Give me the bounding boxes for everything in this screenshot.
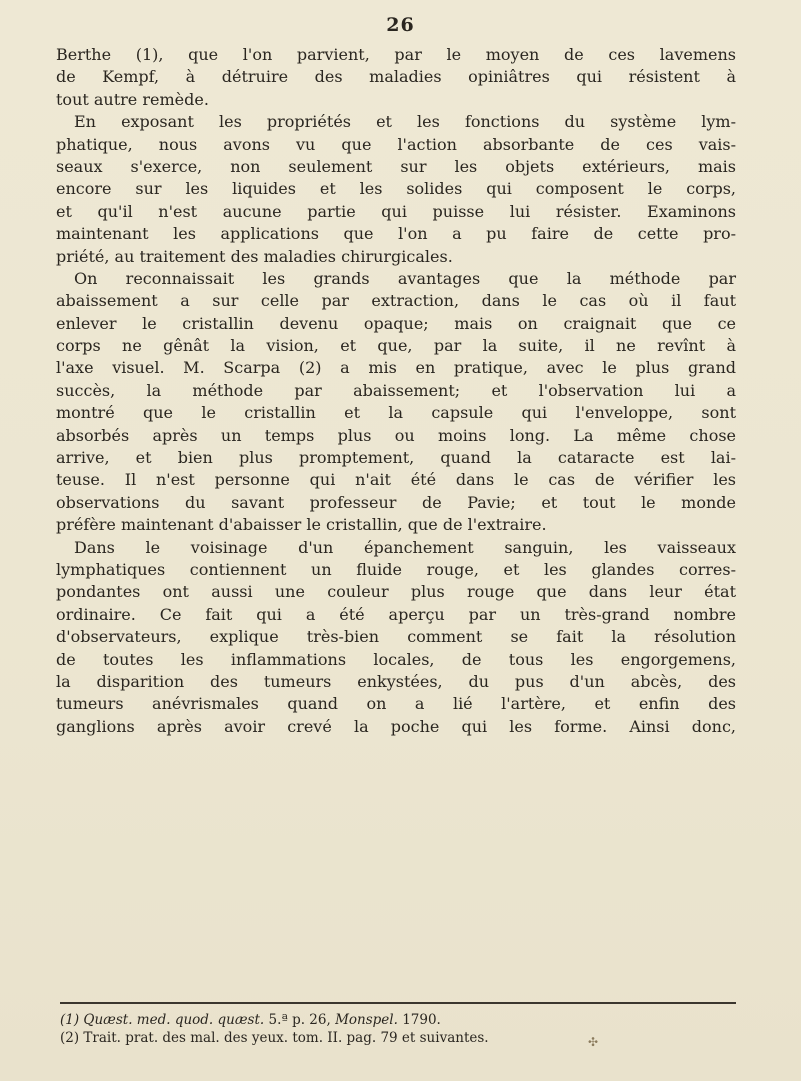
text-line: On reconnaissait les grands avantages que la méthode par	[74, 268, 736, 288]
text-line: tout autre remède.	[56, 89, 209, 109]
body-text	[56, 44, 736, 738]
text-line: montré que le cristallin et la capsule qui l'enveloppe, sont	[56, 403, 736, 423]
text-line: Dans le voisinage d'un épanchement sanguin, les vaisseaux	[74, 537, 736, 557]
text-line: préfère maintenant d'abaisser le cristallin, que de l'extraire.	[56, 515, 547, 535]
page-number: 26	[386, 14, 415, 36]
ink-speck-mark: ✣	[588, 1035, 599, 1049]
text-line: l'axe visuel. M. Scarpa (2) a mis en pratique, avec le plus grand	[56, 358, 736, 378]
footnote-1-title: Quæst. med. quod. quæst.	[83, 1012, 265, 1028]
footnote-1-year: 1790.	[402, 1012, 441, 1028]
text-line: ordinaire. Ce fait qui a été aperçu par un très-grand nombre	[56, 604, 736, 624]
text-line: pondantes ont aussi une couleur plus rouge que dans leur état	[56, 582, 736, 602]
text-line: et qu'il n'est aucune partie qui puisse lui résister. Examinons	[56, 201, 736, 221]
text-line: de Kempf, à détruire des maladies opiniâtres qui résistent à	[56, 67, 736, 87]
text-line: seaux s'exerce, non seulement sur les objets extérieurs, mais	[56, 156, 736, 176]
text-line: la disparition des tumeurs enkystées, du pus d'un abcès, des	[56, 671, 736, 691]
text-line: teuse. Il n'est personne qui n'ait été dans le cas de vérifier les	[56, 470, 736, 490]
text-line: En exposant les propriétés et les fonctions du système lym-	[74, 112, 736, 132]
text-line: lymphatiques contiennent un fluide rouge, et les glandes corres-	[56, 559, 736, 579]
text-line: arrive, et bien plus promptement, quand la cataracte est lai-	[56, 448, 736, 468]
footnote-1-ref: 5.ª p. 26,	[264, 1012, 331, 1028]
text-line: absorbés après un temps plus ou moins long. La même chose	[56, 425, 736, 445]
text-line: phatique, nous avons vu que l'action absorbante de ces vais-	[56, 134, 736, 154]
text-line: ganglions après avoir crevé la poche qui les forme. Ainsi donc,	[56, 716, 736, 736]
footnote-divider	[60, 1002, 736, 1004]
text-line: succès, la méthode par abaissement; et l'observation lui a	[56, 380, 736, 400]
footnote-2: (2) Trait. prat. des mal. des yeux. tom. II. pag. 79 et suivantes.	[60, 1030, 489, 1046]
text-line: priété, au traitement des maladies chirurgicales.	[56, 246, 453, 266]
text-line: corps ne gênât la vision, et que, par la suite, il ne revînt à	[56, 336, 736, 356]
text-line: Berthe (1), que l'on parvient, par le moyen de ces lavemens	[56, 45, 736, 64]
text-line: abaissement a sur celle par extraction, dans le cas où il faut	[56, 291, 736, 311]
footnotes	[60, 1011, 740, 1047]
text-line: encore sur les liquides et les solides qui composent le corps,	[56, 179, 736, 199]
text-line: maintenant les applications que l'on a pu faire de cette pro-	[56, 224, 736, 244]
footnote-1	[60, 1011, 740, 1029]
text-line: tumeurs anévrismales quand on a lié l'artère, et enfin des	[56, 694, 736, 714]
footnote-1-marker: (1)	[60, 1012, 80, 1028]
footnote-1-place: Monspel.	[335, 1012, 398, 1028]
text-line: d'observateurs, explique très-bien comment se fait la résolution	[56, 627, 736, 647]
text-line: enlever le cristallin devenu opaque; mais on craignait que ce	[56, 313, 736, 333]
text-line: observations du savant professeur de Pavie; et tout le monde	[56, 492, 736, 512]
text-line: de toutes les inflammations locales, de tous les engorgemens,	[56, 649, 736, 669]
